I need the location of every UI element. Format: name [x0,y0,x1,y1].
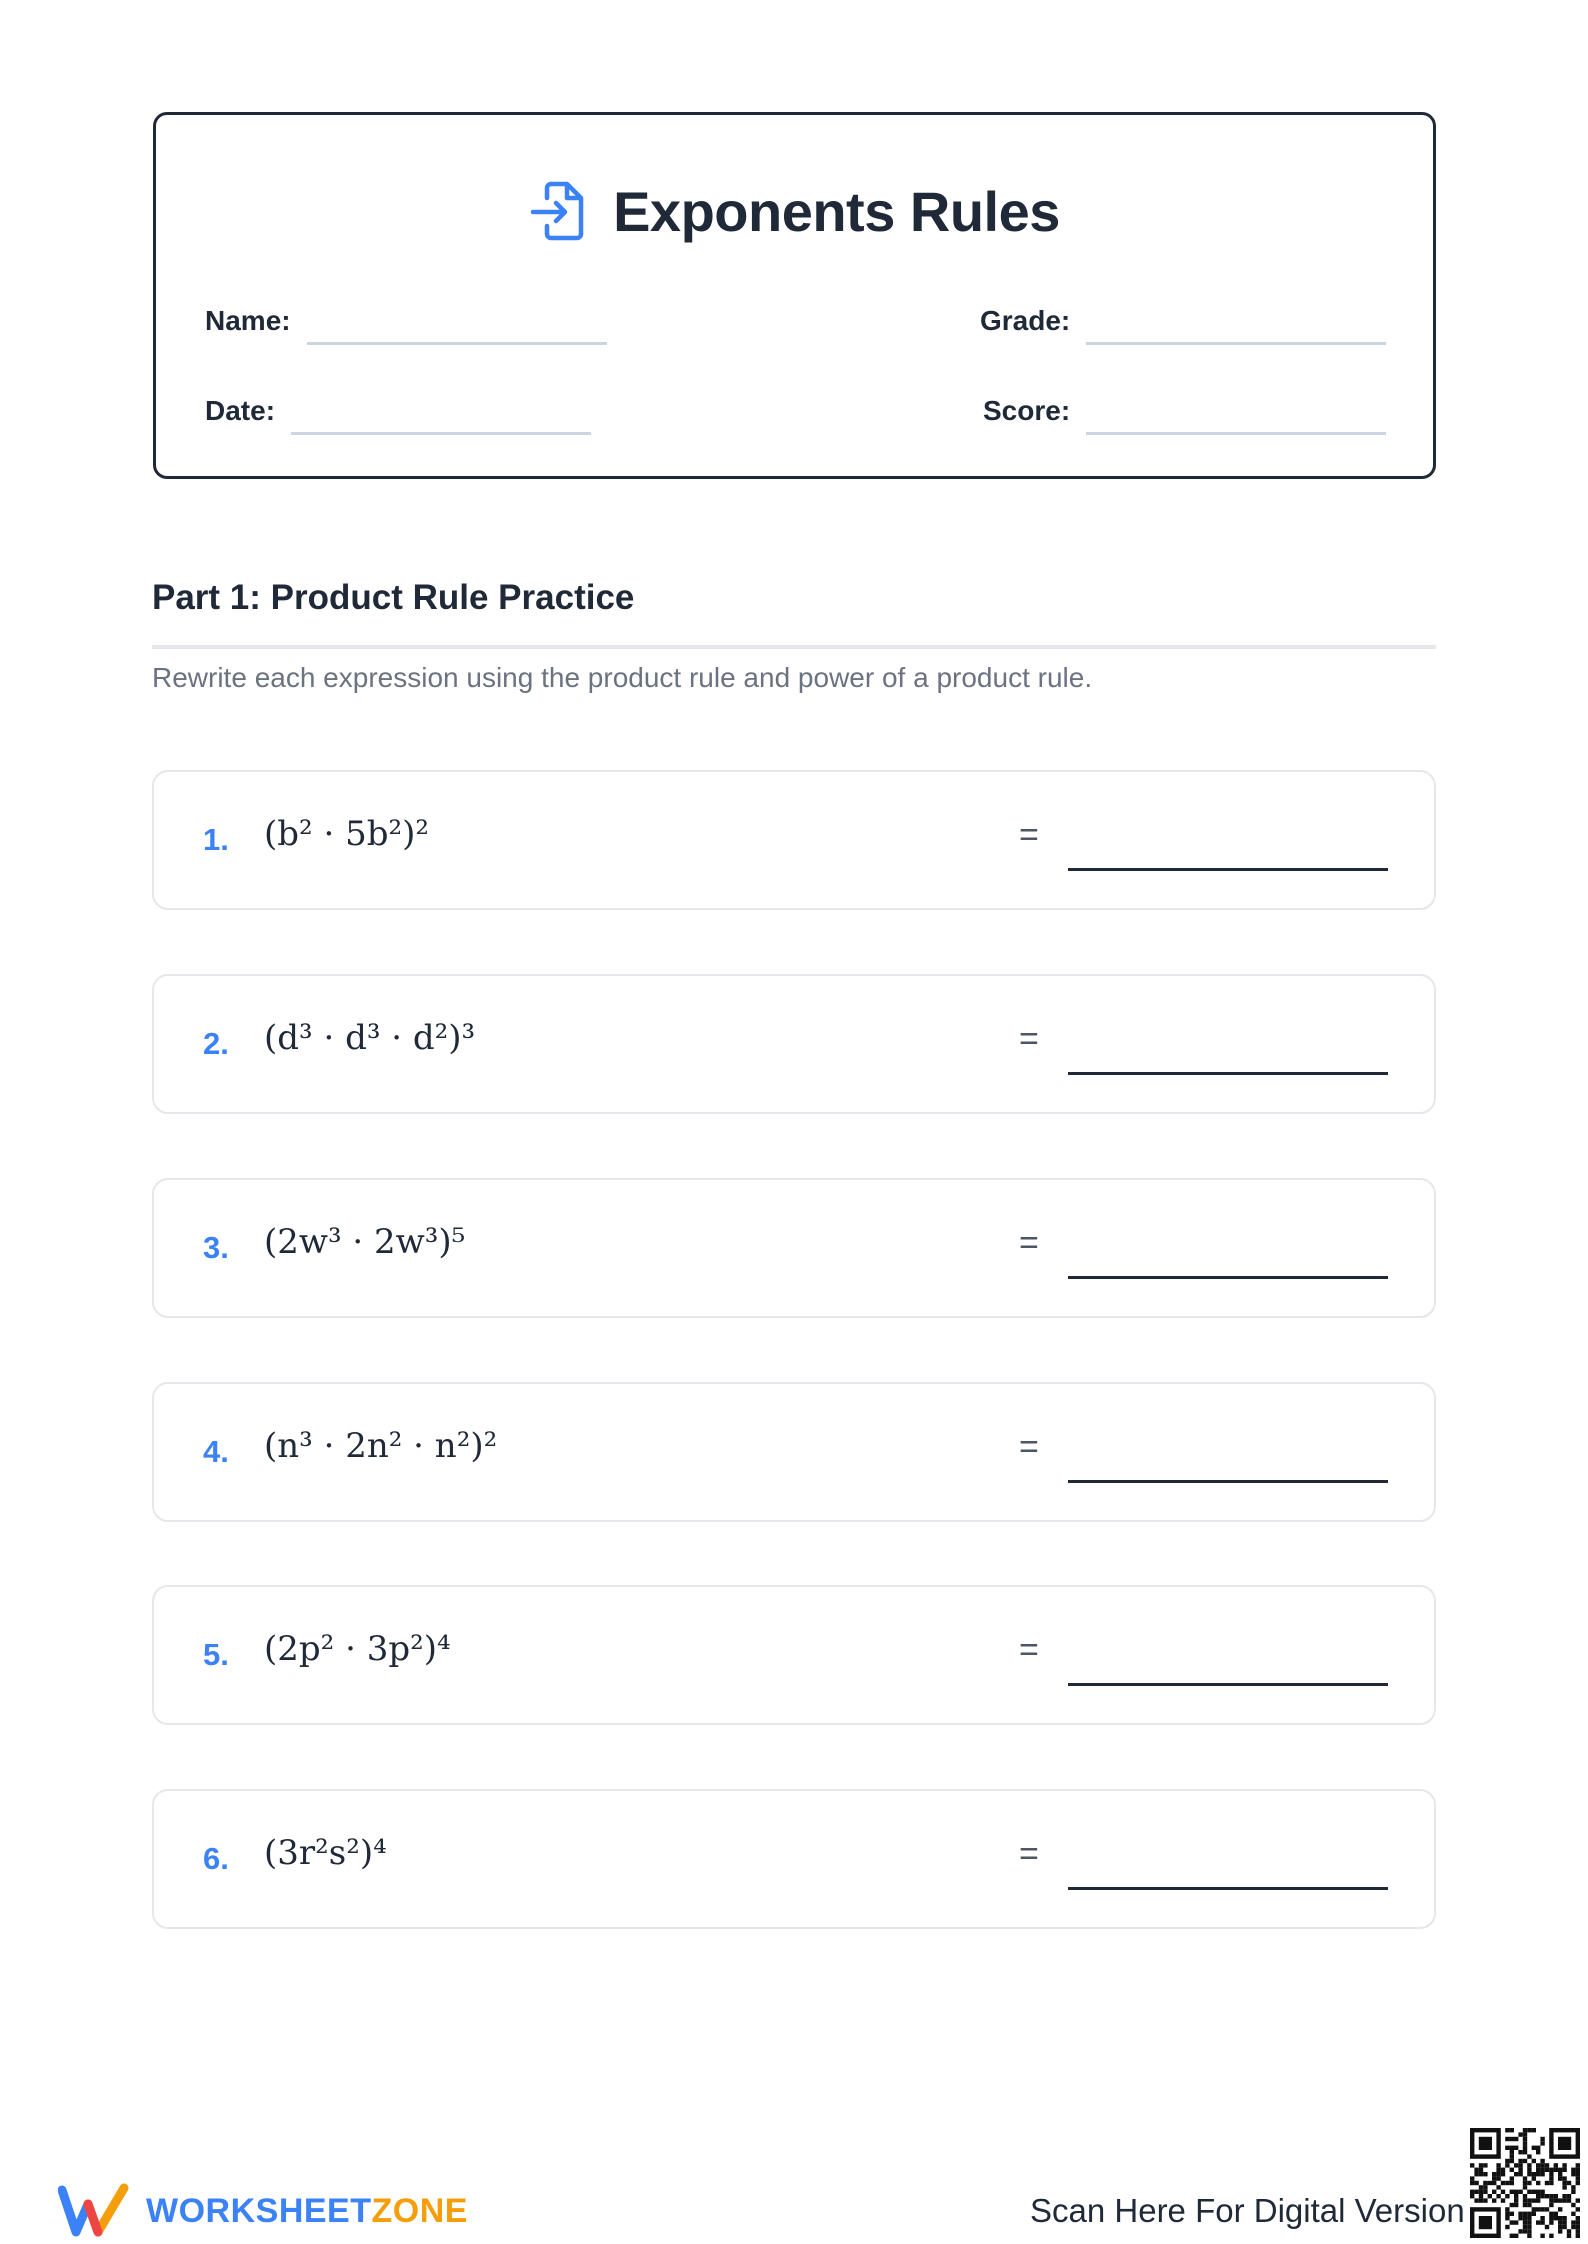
problem-card [152,770,1436,910]
worksheet-header [153,112,1436,479]
title-row [156,171,1433,251]
problem-number: 1. [203,822,229,857]
brand-name-part2: ZONE [371,2191,468,2230]
problem-card [152,1585,1436,1725]
answer-line[interactable] [1068,1072,1388,1075]
grade-label: Grade: [980,305,1071,336]
equals-sign: = [1019,1224,1039,1262]
brand-name-part1: WORKSHEET [146,2191,372,2230]
date-label: Date: [205,395,276,426]
answer-line[interactable] [1068,868,1388,871]
brand-name [146,2192,468,2231]
problem-card [152,1789,1436,1929]
brand-logo[interactable] [58,2182,468,2240]
answer-line[interactable] [1068,1887,1388,1890]
problem-number: 6. [203,1841,229,1876]
equals-sign: = [1019,816,1039,854]
score-field [983,395,1386,427]
problem-number: 5. [203,1637,229,1672]
part-title: Part 1: Product Rule Practice [152,578,635,617]
name-label: Name: [205,305,291,336]
equals-sign: = [1019,1631,1039,1669]
problem-number: 2. [203,1026,229,1061]
name-field [205,305,607,337]
problem-expression: (2w³ · 2w³)⁵ [264,1222,466,1262]
scan-caption: Scan Here For Digital Version [1030,2192,1465,2229]
grade-field [980,305,1386,337]
worksheet-title: Exponents Rules [613,179,1060,243]
problem-number: 3. [203,1230,229,1265]
problem-card [152,1178,1436,1318]
score-input-line[interactable] [1086,432,1386,435]
date-input-line[interactable] [291,432,591,435]
answer-line[interactable] [1068,1480,1388,1483]
worksheetzone-logo-icon [58,2182,132,2240]
answer-line[interactable] [1068,1276,1388,1279]
problem-expression: (3r²s²)⁴ [264,1833,387,1873]
qr-code-icon[interactable] [1470,2128,1580,2238]
answer-line[interactable] [1068,1683,1388,1686]
problem-expression: (d³ · d³ · d²)³ [264,1018,476,1058]
problem-expression: (2p² · 3p²)⁴ [264,1629,451,1669]
equals-sign: = [1019,1835,1039,1873]
problem-card [152,974,1436,1114]
problem-expression: (n³ · 2n² · n²)² [264,1426,498,1466]
date-field [205,395,591,427]
name-input-line[interactable] [307,342,607,345]
problem-number: 4. [203,1434,229,1469]
score-label: Score: [983,395,1071,426]
part-divider [152,645,1436,649]
problem-card [152,1382,1436,1522]
file-import-icon [529,180,587,242]
instructions: Rewrite each expression using the product rule and power of a product rule. [152,662,1093,693]
problem-expression: (b² · 5b²)² [264,814,430,854]
equals-sign: = [1019,1020,1039,1058]
grade-input-line[interactable] [1086,342,1386,345]
equals-sign: = [1019,1428,1039,1466]
